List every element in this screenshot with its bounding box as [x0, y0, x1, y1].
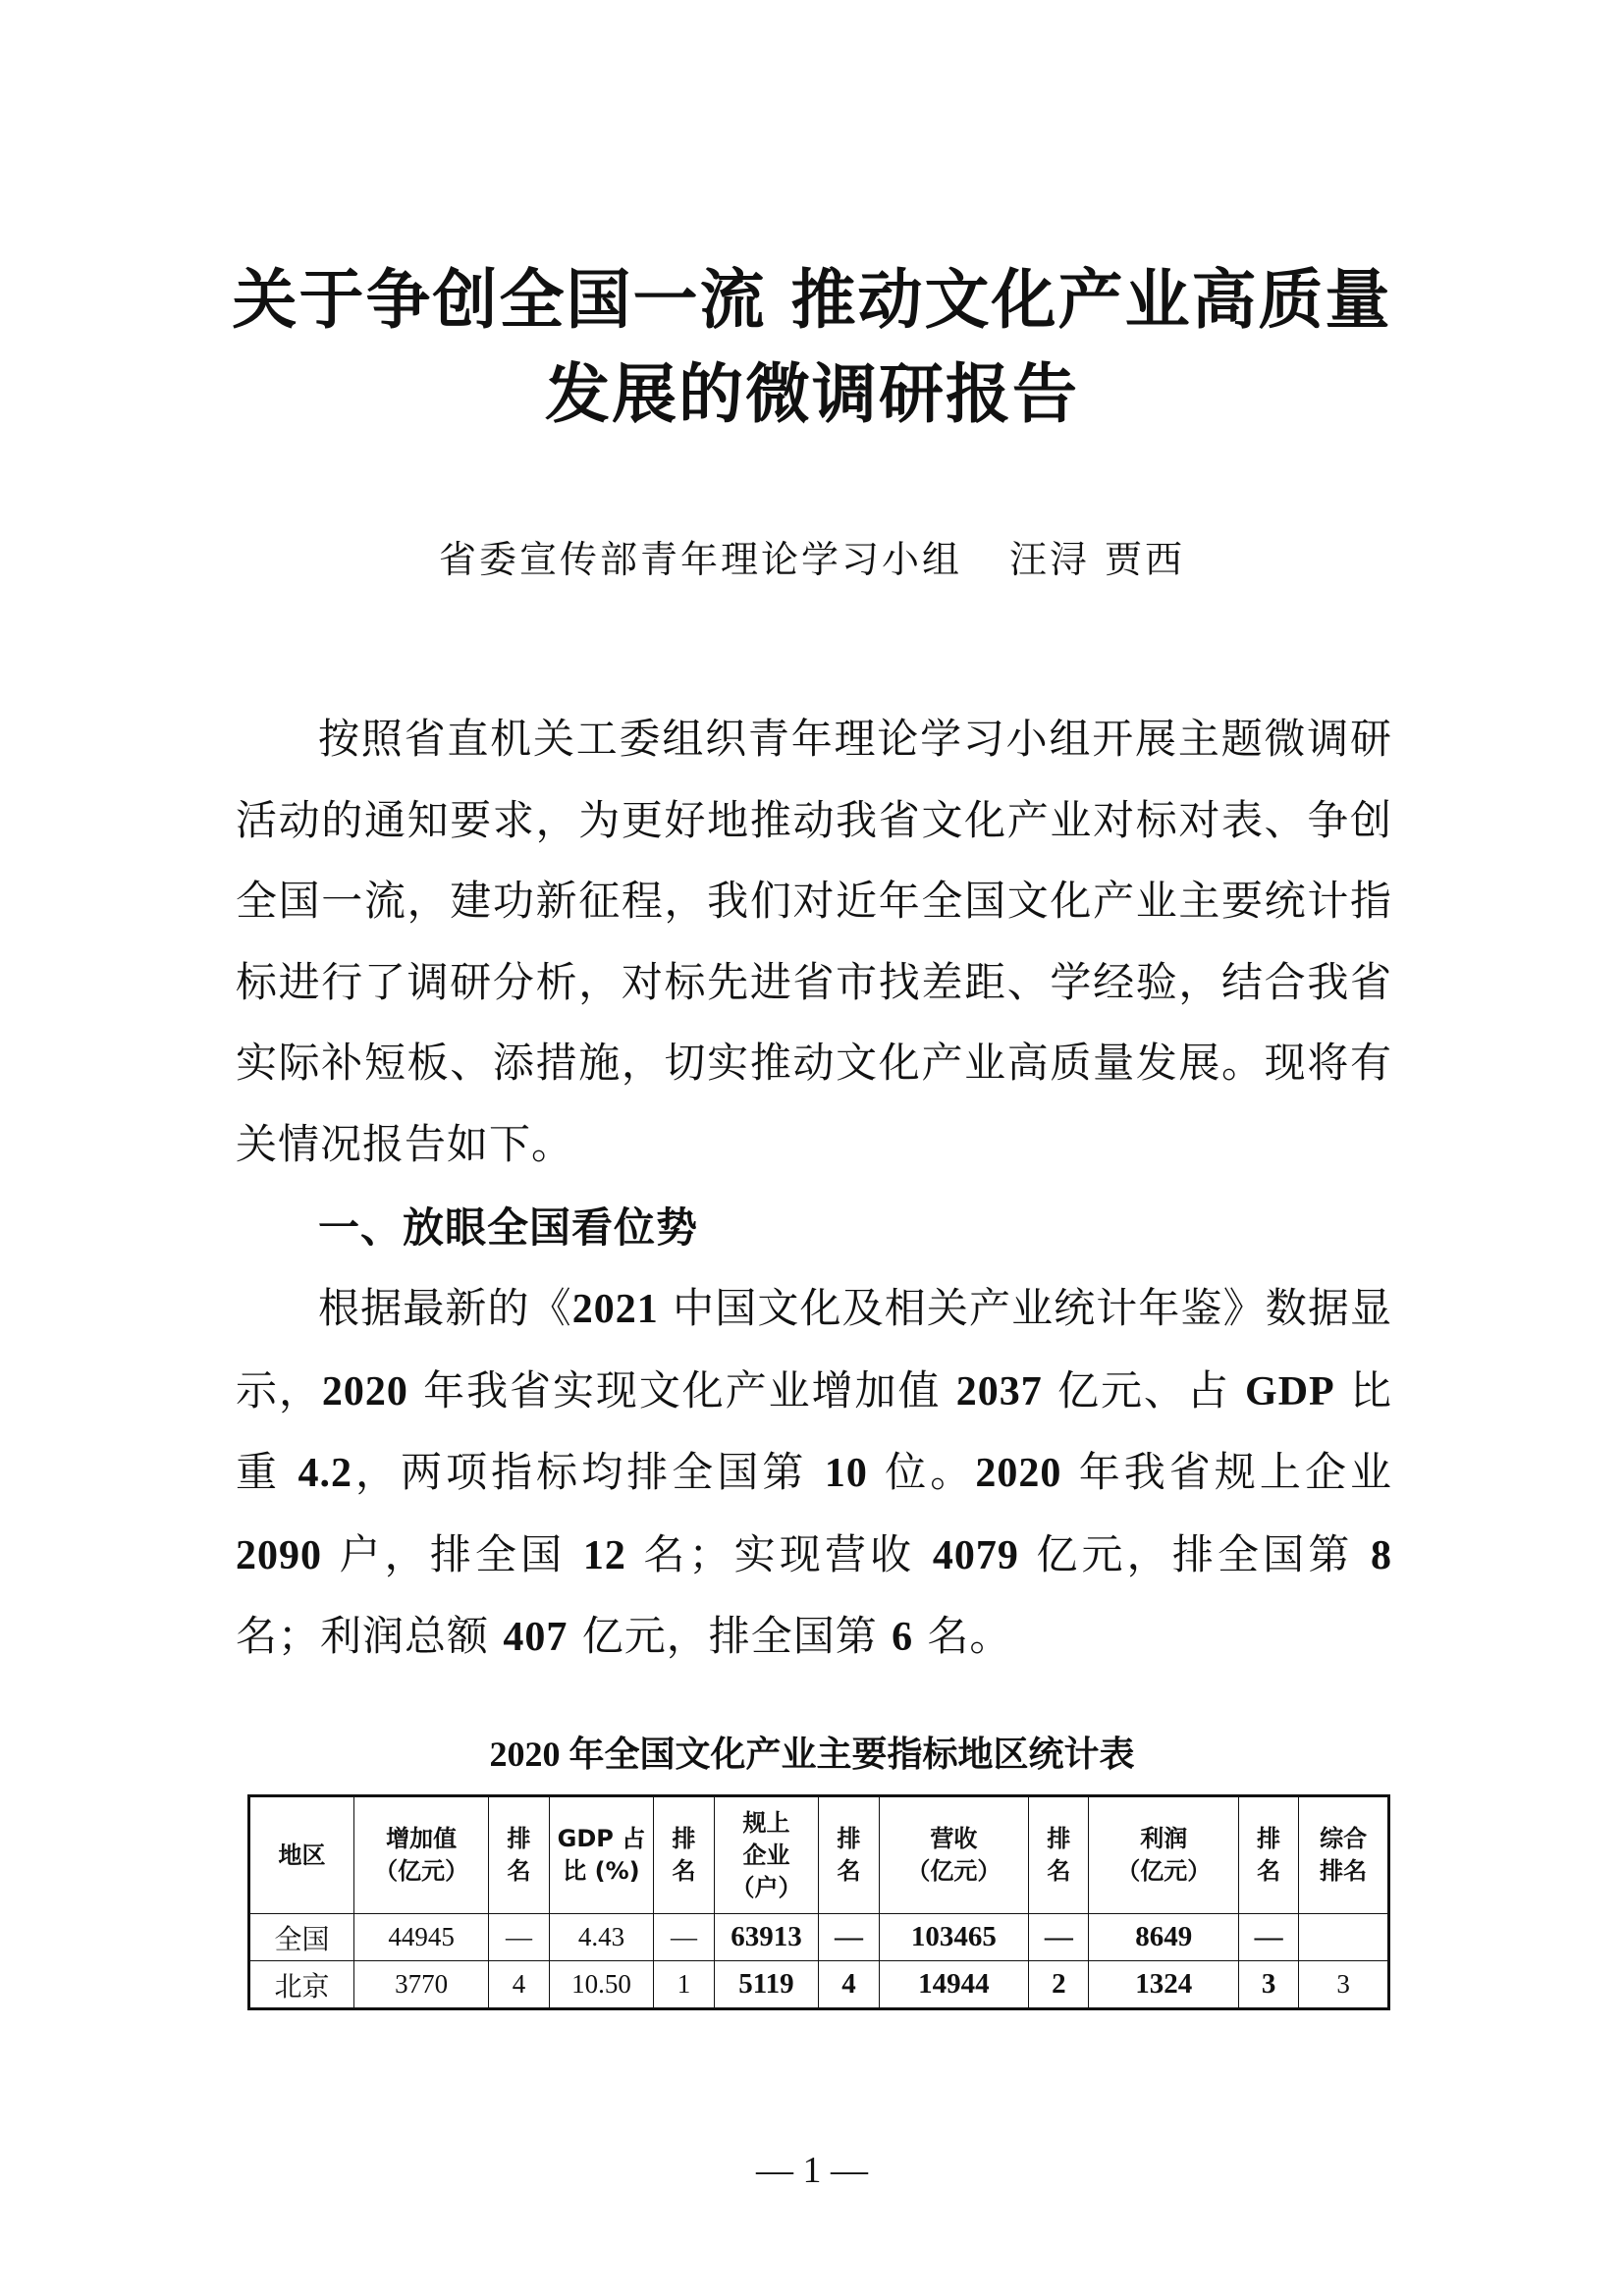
header-text: （亿元）: [1116, 1857, 1212, 1885]
header-text: GDP 占: [557, 1825, 646, 1852]
table-cell: 44945: [353, 1914, 488, 1961]
table-body: [249, 1914, 1389, 2009]
table-cell: 4.43: [549, 1914, 654, 1961]
table-cell: 3: [1239, 1961, 1299, 2009]
emphasized-figure: 10: [824, 1451, 868, 1496]
table-cell: 10.50: [549, 1961, 654, 2009]
byline-authors: 汪浔 贾西: [1008, 538, 1186, 581]
table-cell: —: [1029, 1914, 1089, 1961]
table-title: 2020 年全国文化产业主要指标地区统计表: [489, 1735, 1135, 1774]
emphasized-figure: 2090: [236, 1532, 322, 1578]
header-text: 排: [1047, 1825, 1071, 1852]
table-cell: —: [489, 1914, 549, 1961]
table-cell: 3: [1299, 1961, 1389, 2009]
header-text: 排: [507, 1825, 531, 1852]
paragraph-text: 根据最新的《: [318, 1284, 572, 1332]
paragraph-text: 位。: [867, 1448, 976, 1496]
header-text: 综合: [1320, 1825, 1368, 1852]
table-cell: 63913: [714, 1914, 819, 1961]
table-header-cell: [1239, 1796, 1299, 1914]
header-text: 地区: [278, 1841, 326, 1869]
table-cell: 8649: [1089, 1914, 1239, 1961]
emphasized-figure: 8: [1371, 1532, 1393, 1578]
emphasized-figure: 2020: [975, 1451, 1062, 1496]
table-header-cell: [714, 1796, 819, 1914]
emphasized-figure: 2020: [321, 1368, 408, 1415]
header-text: 名: [672, 1857, 696, 1885]
section-1-paragraph: [236, 1268, 1392, 1679]
statistics-table: [247, 1794, 1390, 2010]
emphasized-figure: 4.2: [298, 1451, 352, 1496]
header-text: 排: [1257, 1825, 1281, 1852]
paragraph-text: 亿元，排全国第: [568, 1612, 893, 1660]
header-text: （亿元）: [906, 1857, 1001, 1885]
table-row: [249, 1914, 1389, 1961]
header-text: 名: [507, 1857, 531, 1885]
emphasized-figure: 2021: [571, 1287, 659, 1332]
table-cell: 5119: [714, 1961, 819, 2009]
header-text: 排: [672, 1825, 696, 1852]
paragraph-text: 年我省规上企业: [1061, 1448, 1392, 1496]
emphasized-figure: GDP: [1245, 1368, 1335, 1415]
table-cell: 14944: [879, 1961, 1029, 2009]
emphasized-figure: 2037: [955, 1368, 1043, 1415]
table-header-cell: [489, 1796, 549, 1914]
title-line-2: 发展的微调研报告: [545, 356, 1079, 432]
byline-organization: 省委宣传部青年理论学习小组: [438, 538, 962, 581]
table-header-cell: [1089, 1796, 1239, 1914]
byline: [0, 530, 1624, 589]
paragraph-text: 名；利润总额: [236, 1612, 504, 1660]
intro-paragraph: 按照省直机关工委组织青年理论学习小组开展主题微调研活动的通知要求，为更好地推动我省文化产业对标对表、争创全国一流，建功新征程，我们对近年全国文化产业主要统计指标进行了调研分析，对标先进省市找差距、学经验，结合我省实际补短板、添措施，切实推动文化产业高质量发展。现将有关情况报告如下。: [236, 715, 1392, 1168]
header-text: 营收: [930, 1825, 978, 1852]
table-cell: 1324: [1089, 1961, 1239, 2009]
header-text: 利润: [1140, 1825, 1188, 1852]
page-number: — 1 —: [756, 2150, 868, 2191]
section-1-heading: 一、放眼全国看位势: [318, 1203, 699, 1252]
emphasized-figure: 6: [892, 1615, 914, 1660]
table-cell: —: [654, 1914, 714, 1961]
table-header-cell: [879, 1796, 1029, 1914]
table-cell: 103465: [879, 1914, 1029, 1961]
header-text: 比 (%): [563, 1857, 640, 1885]
table-cell: [1299, 1914, 1389, 1961]
document-title: [0, 253, 1624, 442]
table-cell: —: [819, 1914, 879, 1961]
region-cell: 北京: [249, 1961, 354, 2009]
paragraph-text: 户，排全国: [322, 1529, 583, 1578]
table-cell: 4: [819, 1961, 879, 2009]
paragraph-text: 亿元、占: [1042, 1365, 1246, 1415]
header-text: 规上: [742, 1808, 790, 1837]
table-header-cell: [249, 1796, 354, 1914]
header-text: 名: [1257, 1857, 1281, 1885]
table-header-row: [249, 1796, 1389, 1914]
header-text: 排名: [1320, 1857, 1368, 1885]
paragraph-text: 比重: [236, 1365, 1392, 1496]
header-text: 增加值: [386, 1825, 458, 1852]
table-cell: 4: [489, 1961, 549, 2009]
emphasized-figure: 12: [582, 1532, 626, 1578]
paragraph-text: ，两项指标均排全国第: [352, 1448, 825, 1496]
table-cell: 1: [654, 1961, 714, 2009]
table-cell: 2: [1029, 1961, 1089, 2009]
region-cell: 全国: [249, 1914, 354, 1961]
paragraph-text: 名；实现营收: [625, 1529, 933, 1578]
table-cell: —: [1239, 1914, 1299, 1961]
table-header-cell: [549, 1796, 654, 1914]
table-header-cell: [819, 1796, 879, 1914]
table-header-cell: [1299, 1796, 1389, 1914]
paragraph-text: 中国文化及相关产业统计年鉴》数据显示，: [236, 1284, 1392, 1415]
paragraph-text: 名。: [913, 1612, 1012, 1660]
header-text: 排: [837, 1825, 861, 1852]
table-cell: 3770: [353, 1961, 488, 2009]
header-text: （户）: [731, 1873, 802, 1901]
title-line-1: 关于争创全国一流 推动文化产业高质量: [232, 262, 1392, 338]
table-row: [249, 1961, 1389, 2009]
emphasized-figure: 4079: [932, 1532, 1019, 1578]
emphasized-figure: 407: [503, 1615, 568, 1660]
header-text: 企业: [742, 1841, 790, 1869]
table-header-cell: [1029, 1796, 1089, 1914]
paragraph-text: 亿元，排全国第: [1018, 1529, 1372, 1578]
table-header-cell: [353, 1796, 488, 1914]
header-text: 名: [837, 1857, 861, 1885]
header-text: （亿元）: [374, 1857, 469, 1885]
paragraph-text: 年我省实现文化产业增加值: [407, 1365, 956, 1415]
header-text: 名: [1047, 1857, 1071, 1885]
table-header-cell: [654, 1796, 714, 1914]
